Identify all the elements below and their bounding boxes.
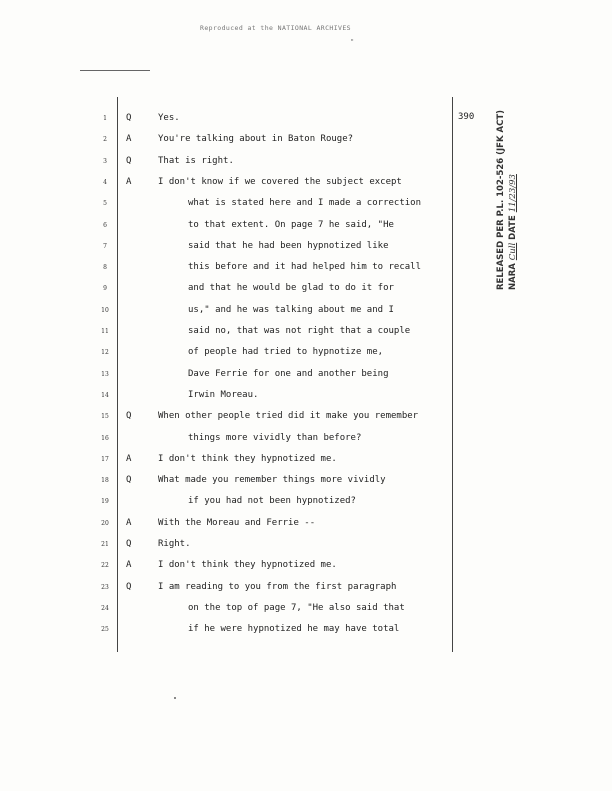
line-number: 13 — [101, 370, 109, 378]
line-number: 1 — [103, 115, 107, 122]
line-number: 16 — [101, 434, 109, 442]
transcript-line: Dave Ferrie for one and another being — [188, 368, 389, 379]
line-number: 18 — [101, 477, 109, 485]
transcript-line: of people had tried to hypnotize me, — [188, 347, 384, 358]
top-rule — [80, 70, 150, 71]
transcript-line: said no, that was not right that a couple — [188, 326, 411, 336]
speaker-label: A — [126, 176, 132, 187]
line-number: 5 — [103, 200, 107, 208]
line-number: 10 — [101, 306, 109, 314]
line-number: 8 — [103, 264, 107, 272]
transcript-line: What made you remember things more vividly — [158, 475, 386, 486]
line-number: 15 — [101, 413, 109, 421]
line-number: 3 — [103, 157, 107, 165]
line-number: 4 — [103, 178, 107, 186]
speaker-label: A — [126, 560, 132, 571]
transcript-line: to that extent. On page 7 he said, "He — [188, 219, 394, 230]
transcript-line: if he were hypnotized he may have total — [188, 624, 400, 635]
transcript-line: said that he had been hypnotized like — [188, 240, 389, 251]
transcript-line: You're talking about in Baton Rouge? — [158, 134, 354, 145]
transcript-line: I don't think they hypnotized me. — [158, 453, 337, 464]
reviewer-signature: Cull — [508, 242, 518, 261]
speaker-label: Q — [126, 411, 132, 422]
line-number: 23 — [101, 583, 109, 591]
speaker-label: Q — [126, 155, 132, 166]
nara-label: NARA — [508, 263, 518, 290]
transcript-line: Irwin Moreau. — [188, 389, 259, 400]
transcript-line: what is stated here and I made a correction — [188, 198, 421, 209]
line-number: 25 — [101, 626, 109, 634]
scan-speck — [174, 697, 176, 699]
transcript-line: Yes. — [158, 113, 180, 123]
line-number: 19 — [101, 498, 109, 506]
line-number: 14 — [101, 391, 109, 399]
line-number: 24 — [101, 604, 109, 612]
transcript-line: When other people tried did it make you remember — [158, 411, 419, 422]
release-stamp-line1: RELEASED PER P.L. 102-526 (JFK ACT) — [496, 109, 506, 290]
release-stamp-line2 — [507, 110, 519, 290]
transcript-line: I don't know if we covered the subject except — [158, 176, 402, 187]
page-number: 390 — [458, 112, 475, 122]
line-number: 2 — [103, 136, 107, 144]
transcript-line: I don't think they hypnotized me. — [158, 560, 337, 571]
transcript-line: on the top of page 7, "He also said that — [188, 602, 405, 613]
transcript-line: things more vividly than before? — [188, 432, 362, 443]
line-number: 7 — [103, 242, 107, 250]
line-number: 21 — [101, 541, 109, 548]
line-number: 20 — [101, 519, 109, 527]
archive-header-stamp: Reproduced at the NATIONAL ARCHIVES — [200, 24, 351, 32]
speaker-label: A — [126, 517, 132, 528]
transcript-line: this before and it had helped him to recall — [188, 262, 421, 273]
transcript-line: Right. — [158, 539, 191, 549]
line-number: 6 — [103, 221, 107, 229]
transcript-line: That is right. — [158, 155, 234, 166]
transcript-line: I am reading to you from the first paragraph — [158, 581, 397, 592]
line-number: 22 — [101, 562, 109, 570]
speaker-label: Q — [126, 475, 132, 486]
transcript-line: if you had not been hypnotized? — [188, 496, 356, 507]
speaker-label: A — [126, 134, 132, 145]
line-number: 11 — [101, 328, 109, 335]
transcript-line: us," and he was talking about me and I — [188, 304, 394, 315]
line-number: 17 — [101, 455, 109, 463]
speaker-label: Q — [126, 539, 132, 549]
transcript-line: With the Moreau and Ferrie -- — [158, 517, 316, 528]
transcript-line: and that he would be glad to do it for — [188, 283, 394, 294]
header-mark: " — [350, 38, 355, 46]
line-number: 9 — [103, 285, 107, 293]
line-number: 12 — [101, 349, 109, 357]
speaker-label: Q — [126, 581, 132, 592]
speaker-label: Q — [126, 113, 132, 123]
release-date: 11/23/93 — [508, 174, 518, 213]
release-stamp — [495, 110, 519, 290]
speaker-label: A — [126, 453, 132, 464]
date-label: DATE — [508, 215, 518, 240]
